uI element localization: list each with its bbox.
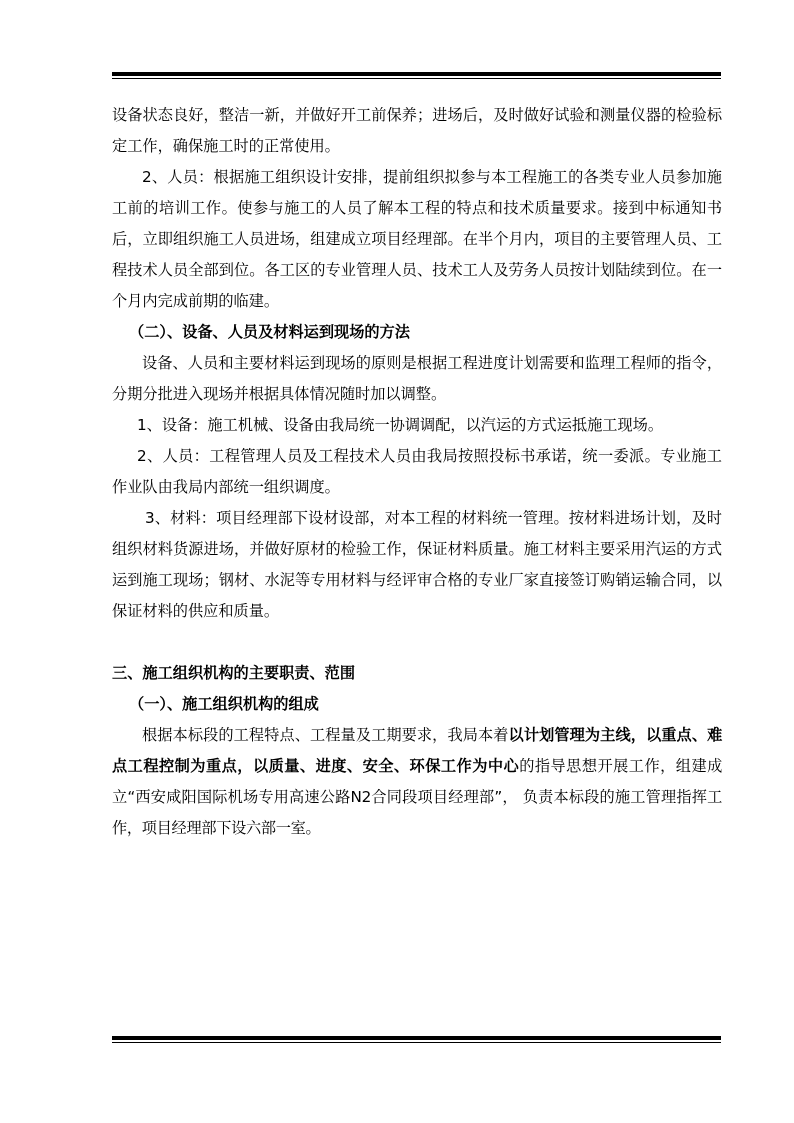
paragraph-equipment-status: 设备状态良好，整洁一新，并做好开工前保养；进场后，及时做好试验和测量仪器的检验标定工作，确保施工时的正常使用。 — [112, 106, 722, 155]
header-rule — [112, 72, 721, 79]
bold-guideline: 以计划管理为主线，以重点、难点工程控制为重点，以质量、进度、安全、环保工作为中心 — [112, 726, 722, 775]
heading-organization-structure: （一）、施工组织机构的组成 — [129, 695, 319, 713]
paragraph-personnel-dispatch: 2、人员：工程管理人员及工程技术人员由我局按照投标书承诺，统一委派。专业施工作业队由我局内部统一组织调度。 — [112, 447, 722, 496]
text-span: 的指导思想开展工作，组建成立“西安咸阳国际机场专用高速公路N2合同段项目经理部”， 负责本标段的施工管理指挥工作，项目经理部下设六部一室。 — [112, 757, 723, 837]
paragraph-materials: 3、材料：项目经理部下设材设部，对本工程的材料统一管理。按材料进场计划，及时组织材料货源进场，并做好原材的检验工作，保证材料质量。施工材料主要采用汽运的方式运到施工现场；钢材、水泥等专用材料与经评审合格的专业厂家直接签订购销运输合同，以保证材料的供应和质量。 — [112, 509, 722, 620]
heading-transport-method: （二）、设备、人员及材料运到现场的方法 — [129, 323, 410, 341]
text-span: 根据本标段的工程特点、工程量及工期要求，我局本着 — [142, 726, 509, 744]
paragraph-personnel: 2、人员：根据施工组织设计安排，提前组织拟参与本工程施工的各类专业人员参加施工前的培训工作。使参与施工的人员了解本工程的特点和技术质量要求。接到中标通知书后，立即组织施工人员进场，组建成立项目经理部。在半个月内，项目的主要管理人员、工程技术人员全部到位。各工区的专业管理人员、技术工人及劳务人员按计划陆续到位。在一个月内完成前期的临建。 — [112, 168, 722, 310]
footer-rule — [112, 1036, 721, 1043]
paragraph-organization — [112, 720, 722, 844]
paragraph-equipment-transport: 1、设备：施工机械、设备由我局统一协调调配，以汽运的方式运抵施工现场。 — [137, 416, 664, 434]
heading-section-three: 三、施工组织机构的主要职责、范围 — [112, 664, 355, 682]
document-body — [112, 100, 722, 844]
paragraph-transport-principle: 设备、人员和主要材料运到现场的原则是根据工程进度计划需要和监理工程师的指令，分期分批进入现场并根据具体情况随时加以调整。 — [112, 354, 722, 403]
